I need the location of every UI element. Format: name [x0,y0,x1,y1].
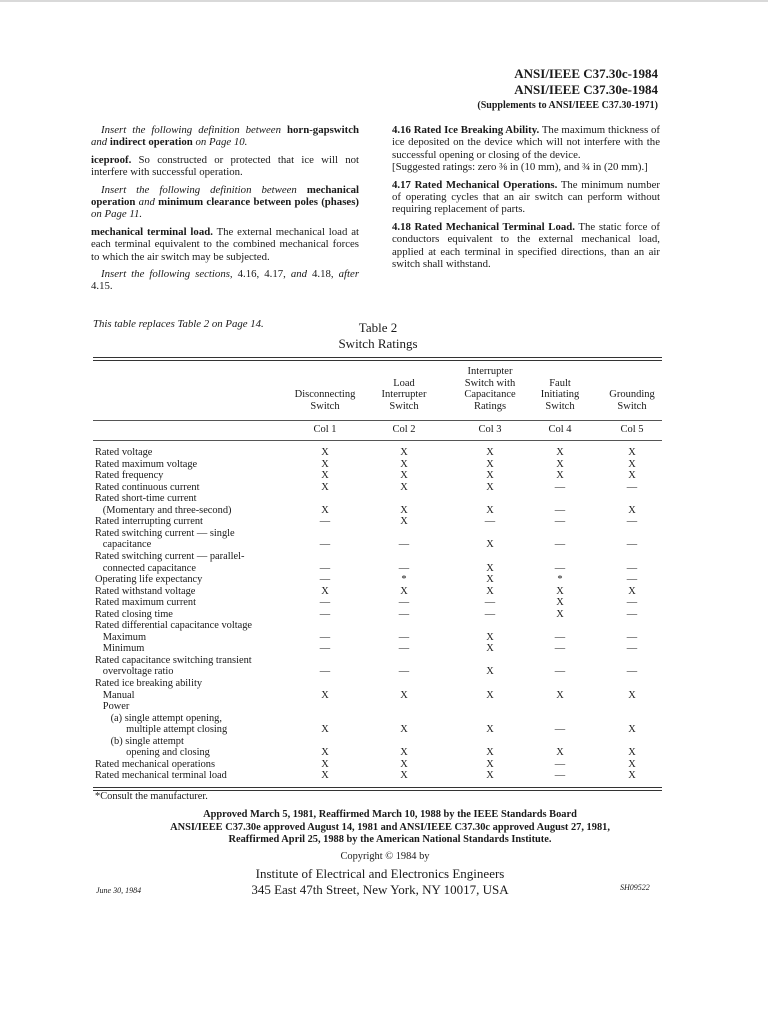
table-cell: — [626,643,638,655]
table-row-label: Rated capacitance switching transient [95,654,252,666]
table-cell: X [486,666,494,678]
table-cell: — [319,666,331,678]
table-cell: X [321,447,329,458]
table-cell: — [626,539,638,551]
table-cell: — [319,643,331,655]
table-cell: — [319,562,331,574]
column-number: Col 1 [313,424,337,435]
publisher-name: Institute of Electrical and Electronics Engineers [255,866,505,881]
table-cell: — [626,574,638,586]
table-cell: X [628,470,636,482]
left-column [91,124,359,298]
text: Insert the following definition between [101,124,281,136]
table-cell: X [486,689,494,701]
table-cell: X [486,758,494,770]
table-cell: X [321,504,329,516]
insert-instruction-3 [91,268,359,293]
section-heading: 4.18 Rated Mechanical Terminal Load. [392,220,575,233]
approval-notes [100,809,680,847]
table-cell: — [319,608,331,620]
table-cell: — [554,724,566,736]
column-number: Col 3 [478,424,502,435]
table-title [300,320,456,352]
table-cell: — [319,597,331,609]
term: minimum clearance between poles (phases) [158,196,359,209]
column-header-line: Switch [617,400,647,412]
table-cell: — [626,562,638,574]
publication-date: June 30, 1984 [96,886,142,895]
standard-header [477,66,658,113]
supplements-note: (Supplements to ANSI/IEEE C37.30-1971) [477,100,658,111]
term: mechanical operation [91,183,360,209]
table-row-label: Rated continuous current [95,481,200,493]
table-cell: X [321,585,329,597]
table-cell: X [486,539,494,551]
table-row-label: Maximum [95,631,147,643]
table-cell: — [554,666,566,678]
column-header-line: Switch [545,400,575,412]
table-subtitle: Switch Ratings [338,336,418,351]
table-cell: X [321,747,329,759]
table-cell: X [400,724,408,736]
column-header-line: Switch [389,400,419,412]
table-row-label: Power [95,701,130,713]
table-cell: X [321,458,329,470]
column-header-line: Disconnecting [294,389,356,400]
column-header [587,389,677,412]
text: 4.16, 4.17, [237,268,286,281]
table-cell: X [486,504,494,516]
table-cell: X [486,770,494,782]
table-row-label: capacitance [95,539,152,551]
table-cell: X [556,747,564,759]
table-cell: * [557,574,563,586]
table-row-label: (b) single attempt [95,735,184,747]
table-cell: — [484,597,496,609]
table-cell: — [398,643,410,655]
table-cell: X [628,458,636,470]
table-cell: X [321,758,329,770]
text: 4.15. [91,280,113,293]
table-cell: — [554,643,566,655]
approval-line: ANSI/IEEE C37.30e approved August 14, 1981 and ANSI/IEEE C37.30c approved August 27, 1981, [170,821,610,833]
section-heading: 4.16 Rated Ice Breaking Ability. [392,124,540,136]
text: and [290,268,308,281]
section-4-18 [392,221,660,271]
column-header [280,389,370,412]
table-cell: — [554,562,566,574]
table-cell: — [626,666,638,678]
table-row-label: Rated differential capacitance voltage [95,620,253,632]
table-row-label: Rated maximum current [95,597,196,609]
approval-line: Reaffirmed April 25, 1988 by the American National Standards Institute. [228,834,552,845]
text: on Page 10. [195,136,248,149]
table-cell: — [554,539,566,551]
table-row-label: multiple attempt closing [95,724,228,736]
table-cell: X [556,458,564,470]
column-header [359,378,449,413]
insert-instruction-2 [91,184,359,221]
table-cell: — [554,516,566,528]
column-header-line: Ratings [473,400,507,412]
table-row-label: connected capacitance [95,562,196,574]
column-header-line: Switch with [464,377,516,389]
table-row-label: Rated switching current — parallel- [95,550,245,562]
table-row-label: Rated frequency [95,470,164,482]
term: iceproof. [91,153,132,166]
table-cell: X [556,585,564,597]
table-cell: X [556,470,564,482]
table-cell: — [626,516,638,528]
definition-text: So constructed or protected that ice will not interfere with successful operation. [91,153,360,179]
table-cell: X [400,689,408,701]
table-cell: * [401,574,407,586]
text: Insert the following sections, [101,268,233,281]
term: mechanical terminal load. [91,225,213,238]
table-row-label: (a) single attempt opening, [95,712,222,724]
term: horn-gapswitch [287,124,359,136]
text: on Page 11. [91,208,143,221]
table-cell: X [556,597,564,609]
table-cell: X [400,516,408,528]
table-row-label: Rated ice breaking ability [95,678,203,689]
publisher-address: 345 East 47th Street, New York, NY 10017, USA [251,882,509,897]
column-header-line: Grounding [609,389,655,400]
table-row-label: Minimum [95,643,145,655]
copyright: Copyright © 1984 by [340,851,430,862]
section-4-16 [392,124,660,174]
table-cell: X [486,643,494,655]
table-cell: X [400,470,408,482]
column-header-line: Fault [549,377,571,389]
table-cell: X [486,631,494,643]
table-cell: X [486,470,494,482]
table-cell: — [626,631,638,643]
text: 4.18, [312,268,334,281]
table-cell: X [486,747,494,759]
table-cell: — [398,631,410,643]
table-cell: X [486,458,494,470]
table-number: Table 2 [358,320,398,335]
table-top-rule-2 [93,360,662,361]
table-cell: X [486,481,494,493]
table-row-label: Manual [95,689,135,701]
table-cell: X [400,504,408,516]
table-cell: X [400,481,408,493]
standard-id-1: ANSI/IEEE C37.30c-1984 [514,66,658,81]
table-cell: X [400,770,408,782]
column-number: Col 5 [620,424,644,435]
table-row-label: Operating life expectancy [95,574,203,586]
table-cell: X [321,770,329,782]
table-cell: — [554,631,566,643]
insert-instruction-1 [91,124,359,149]
section-text: The static force of conductors equivalent to the external mechanical load, applied at each terminal in specified directions, than an air switch shall withstand. [392,220,660,271]
column-header-line: Interrupter [467,366,513,377]
publisher [200,866,560,898]
table-row-label: Rated short-time current [95,493,197,505]
table-cell: — [626,608,638,620]
table-cell: — [319,631,331,643]
table-footnote: *Consult the manufacturer. [95,791,208,802]
section-4-17 [392,179,660,216]
table-cell: X [400,585,408,597]
table-row-label: Rated maximum voltage [95,458,198,470]
table-cell: X [400,458,408,470]
table-row-label: Rated withstand voltage [95,585,196,597]
section-heading: 4.17 Rated Mechanical Operations. [392,178,558,191]
table-row-label: Rated mechanical terminal load [95,770,227,782]
table-cell: X [486,574,494,586]
table-cell: X [486,724,494,736]
table-cell: — [484,608,496,620]
table-row-label: Rated interrupting current [95,516,203,528]
table-cell: — [319,516,331,528]
table-cell: — [398,562,410,574]
table-cell: X [400,758,408,770]
table-cell: X [486,447,494,458]
text: Insert the following definition between [101,183,297,196]
right-column [392,124,660,275]
table-colnum-rule [93,440,662,441]
table-cell: — [554,770,566,782]
column-number: Col 2 [392,424,416,435]
table-row-label: Rated closing time [95,608,173,620]
definition-iceproof [91,154,359,179]
table-cell: X [556,447,564,458]
table-cell: — [398,608,410,620]
table-cell: X [628,758,636,770]
table-cell: — [398,597,410,609]
top-rule [0,0,768,2]
column-header-line: Switch [310,400,340,412]
table-cell: X [628,689,636,701]
table-row-label: Rated mechanical operations [95,758,216,770]
table-row-label: Rated voltage [95,447,153,458]
approval-line: Approved March 5, 1981, Reaffirmed March 10, 1988 by the IEEE Standards Board [203,809,577,820]
column-header-line: Capacitance [464,389,516,400]
table-cell: — [398,539,410,551]
table-cell: X [321,470,329,482]
table-cell: X [321,481,329,493]
table-cell: X [400,447,408,458]
document-code: SH09522 [620,883,650,892]
table-cell: — [398,666,410,678]
table-cell: X [628,770,636,782]
table-cell: X [628,585,636,597]
term: indirect operation [109,136,193,149]
table-cell: X [628,447,636,458]
table-cell: X [556,608,564,620]
table-cell: X [400,747,408,759]
table-cell: — [319,574,331,586]
table-top-rule [93,357,662,358]
table-row-label: (Momentary and three-second) [95,504,232,516]
section-text: The minimum number of operating cycles that an air switch can perform without requiring replacement of parts. [392,178,660,216]
column-header-line: Interrupter [381,389,427,400]
table-replace-note: This table replaces Table 2 on Page 14. [93,318,264,330]
table-bottom-rule [93,787,662,788]
table-header-rule [93,420,662,421]
definition-text: The external mechanical load at each terminal equivalent to the combined mechanical forces to which the air switch may be subjected. [91,225,359,263]
table-cell: X [486,585,494,597]
text: and [91,136,108,149]
column-header-line: Load [393,377,415,389]
table-row-label: Rated switching current — single [95,527,235,539]
table-cell: — [554,481,566,493]
table-cell: X [628,747,636,759]
table-cell: X [321,689,329,701]
standard-id-2: ANSI/IEEE C37.30e-1984 [514,82,658,97]
table-row-label: opening and closing [95,747,210,759]
table-cell: — [626,597,638,609]
suggested-ratings: [Suggested ratings: zero ⅜ in (10 mm), and ¾ in (20 mm).] [392,161,648,174]
table-cell: — [484,516,496,528]
table-cell: — [554,758,566,770]
definition-mechanical-terminal-load [91,226,359,263]
table-cell: X [556,689,564,701]
table-cell: X [628,504,636,516]
column-header-line: Initiating [540,389,580,400]
table-cell: X [628,724,636,736]
section-text: The maximum thickness of ice deposited on the device which will not interfere with the successful opening or closing of the device. [392,124,660,161]
column-number: Col 4 [548,424,572,435]
text: and [138,196,155,209]
text: after [338,268,360,281]
table-cell: X [321,724,329,736]
table-cell: — [319,539,331,551]
table-cell: — [626,481,638,493]
table-cell: — [554,504,566,516]
table-row-label: overvoltage ratio [95,666,174,678]
table-cell: X [486,562,494,574]
